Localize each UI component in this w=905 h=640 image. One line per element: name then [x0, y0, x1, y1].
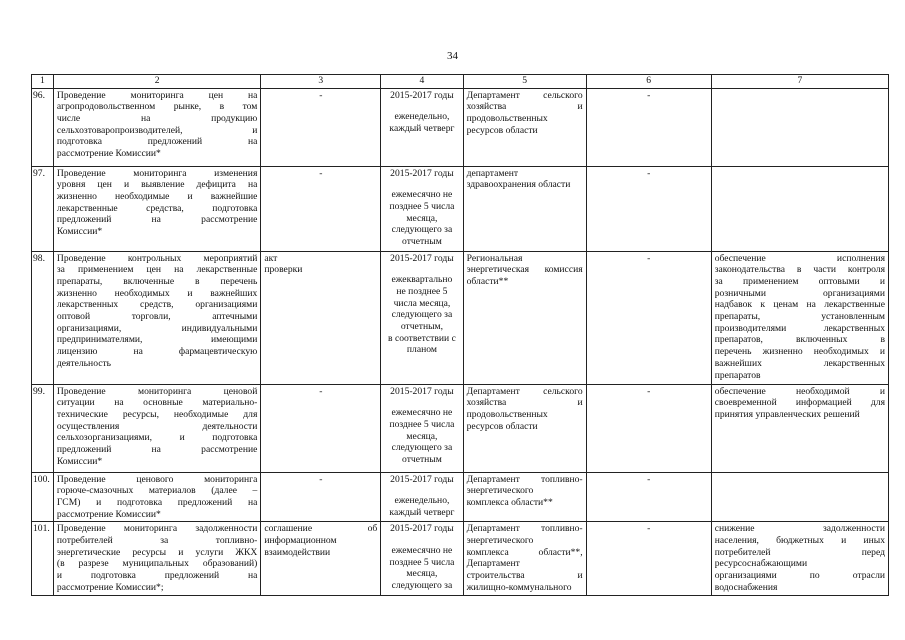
text-line: Региональная [466, 252, 523, 264]
text-line: важнейших лекарственных [714, 357, 885, 369]
text-line: и подготовка предложений на [56, 570, 258, 582]
spacer [384, 264, 459, 274]
text-line: предложений на рассмотрение [56, 444, 258, 456]
text-line: сельхозтоваропроизводителей, и [56, 124, 258, 136]
period-text: 2015-2017 годы [390, 523, 454, 535]
text-line: снижение задолженности [714, 523, 885, 535]
document-form [261, 251, 381, 384]
frequency-text: еженедельно, каждый четверг [389, 495, 455, 518]
text-line: препаратов, включенных в [714, 334, 885, 346]
column-6-cell: - [586, 88, 711, 166]
text-line: за применением цен на лекарственные [56, 264, 258, 276]
expected-result [711, 166, 888, 251]
text-line: Проведение мониторинга изменения [56, 167, 258, 179]
text-line: строительства и [466, 570, 583, 582]
text-line: обеспечение необходимой и [714, 385, 885, 397]
text-line: организациями по отрасли [714, 570, 885, 582]
table-row [32, 88, 889, 166]
frequency-text: ежемесячно не позднее 5 числа месяца, следующего за отчетным [389, 189, 455, 248]
text-line: комплекса области**, [466, 546, 583, 558]
text-line: потребителей перед [714, 546, 885, 558]
row-number: 96. [32, 88, 54, 166]
text-line: потребителей за топливно- [56, 535, 258, 547]
text-line: Департамент топливно- [466, 473, 583, 485]
document-text: акт проверки [264, 252, 303, 276]
text-line: жизненно необходимые и важнейшие [56, 190, 258, 202]
spacer [384, 535, 459, 545]
spacer [384, 179, 459, 189]
text-line: сельхозорганизациями, и подготовка [56, 432, 258, 444]
measure-name [53, 384, 260, 472]
header-cell: 7 [711, 75, 888, 89]
text-line: организациями, индивидуальными [56, 322, 258, 334]
header-cell: 2 [53, 75, 260, 89]
document-text: - [319, 167, 323, 179]
document-text: - [319, 473, 323, 485]
text-line: препаратов [714, 369, 761, 381]
document-form [261, 522, 381, 595]
text-line: подготовка предложений на [56, 136, 258, 148]
text-line: числе на продукцию [56, 112, 258, 124]
table-row [32, 251, 889, 384]
deadline-cell [381, 88, 463, 166]
text-line: хозяйства и [466, 397, 583, 409]
column-6-cell: - [586, 472, 711, 522]
table-header-row [32, 75, 889, 89]
text-line: лекарственных средств, организациями [56, 299, 258, 311]
spacer [384, 485, 459, 495]
text-line: продовольственных [466, 112, 548, 124]
text-line: водоснабжения [714, 581, 778, 593]
header-cell: 3 [261, 75, 381, 89]
frequency-text: ежемесячно не позднее 5 числа месяца, следующего за [389, 545, 455, 592]
text-line: оптовой торговли, аптечными [56, 311, 258, 323]
document-text: - [319, 89, 323, 101]
text-line: Департамент [466, 558, 520, 570]
text-line: обеспечение исполнения [714, 252, 885, 264]
period-text: 2015-2017 годы [390, 385, 454, 397]
text-line: лицензию на фармацевтическую [56, 346, 258, 358]
expected-result [711, 472, 888, 522]
text-line: соглашение об [264, 523, 378, 535]
expected-result [711, 522, 888, 595]
text-line: лекарственные средства, подготовка [56, 202, 258, 214]
spacer [384, 397, 459, 407]
document-text: - [319, 385, 323, 397]
measure-name [53, 472, 260, 522]
frequency-text: ежемесячно не позднее 5 числа месяца, следующего за отчетным [389, 407, 455, 466]
text-line: Проведение ценового мониторинга [56, 473, 258, 485]
row-number: 97. [32, 166, 54, 251]
row-number: 98. [32, 251, 54, 384]
text-line: жилищно-коммунального [466, 581, 572, 593]
text-line: ресурсов области [466, 124, 538, 136]
expected-result [711, 88, 888, 166]
table-body [32, 88, 889, 595]
text-line: Проведение мониторинга ценовой [56, 385, 258, 397]
text-line: здравоохранения области [466, 179, 571, 191]
measure-name [53, 166, 260, 251]
executor-cell [463, 384, 586, 472]
text-line: розничными организациями [714, 287, 885, 299]
header-cell: 6 [586, 75, 711, 89]
text-line: населения, бюджетных и иных [714, 535, 885, 547]
frequency-text: еженедельно, каждый четверг [389, 111, 455, 134]
text-line: ресурсоснабжающими [714, 558, 808, 570]
text-line: производителями лекарственных [714, 322, 885, 334]
executor-cell [463, 166, 586, 251]
spacer [384, 101, 459, 111]
text-line: ситуации на основные материально- [56, 397, 258, 409]
text-line: энергетические ресурсы и услуги ЖКХ [56, 546, 258, 558]
text-line: Департамент сельского [466, 89, 583, 101]
text-line: осуществления деятельности [56, 420, 258, 432]
text-line: продовольственных [466, 408, 548, 420]
column-6-cell: - [586, 166, 711, 251]
text-line: рассмотрение Комиссии* [56, 148, 161, 160]
period-text: 2015-2017 годы [390, 473, 454, 485]
text-line: департамент [466, 167, 519, 179]
page-number: 34 [447, 50, 458, 62]
header-cell: 5 [463, 75, 586, 89]
text-line: рассмотрение Комиссии*; [56, 581, 164, 593]
deadline-cell [381, 384, 463, 472]
text-line: Департамент сельского [466, 385, 583, 397]
frequency-text: ежеквартально не позднее 5 числа месяца, следующего за отчетным, в соответствии с планом [388, 274, 456, 356]
document-form [261, 88, 381, 166]
text-line: надбавок к ценам на лекарственные [714, 299, 885, 311]
text-line: рассмотрение Комиссии* [56, 508, 161, 520]
text-line: энергетического [466, 485, 534, 497]
column-6-cell: - [586, 251, 711, 384]
expected-result [711, 251, 888, 384]
document-form [261, 384, 381, 472]
text-line: Проведение мониторинга цен на [56, 89, 258, 101]
text-line: области** [466, 275, 509, 287]
text-line: комплекса области** [466, 496, 553, 508]
text-line: ресурсов области [466, 420, 538, 432]
executor-cell [463, 522, 586, 595]
period-text: 2015-2017 годы [390, 252, 454, 264]
document-form [261, 166, 381, 251]
text-line: взаимодействии [264, 546, 331, 558]
header-cell: 4 [381, 75, 463, 89]
text-line: жизненно необходимых и важнейших [56, 287, 258, 299]
table-row [32, 384, 889, 472]
text-line: Департамент топливно- [466, 523, 583, 535]
text-line: информационном [264, 535, 337, 547]
text-line: хозяйства и [466, 101, 583, 113]
text-line: принятия управленческих решений [714, 408, 860, 420]
row-number: 99. [32, 384, 54, 472]
text-line: предложений на рассмотрение [56, 214, 258, 226]
text-line: горюче-смазочных материалов (далее – [56, 485, 258, 497]
text-line: ГСМ) и подготовка предложений на [56, 496, 258, 508]
text-line: своевременной информацией для [714, 397, 885, 409]
text-line: законодательства в части контроля [714, 264, 885, 276]
deadline-cell [381, 522, 463, 595]
table-row [32, 472, 889, 522]
measure-name [53, 251, 260, 384]
expected-result [711, 384, 888, 472]
text-line: технические ресурсы, необходимые для [56, 408, 258, 420]
executor-cell [463, 88, 586, 166]
text-line: за применением оптовыми и [714, 275, 885, 287]
deadline-cell [381, 472, 463, 522]
text-line: уровня цен и выявление дефицита на [56, 179, 258, 191]
header-cell: 1 [32, 75, 54, 89]
deadline-cell [381, 166, 463, 251]
executor-cell [463, 251, 586, 384]
text-line: Комиссии* [56, 455, 103, 467]
text-line: агропродовольственном рынке, в том [56, 101, 258, 113]
row-number: 100. [32, 472, 54, 522]
executor-cell [463, 472, 586, 522]
row-number: 101. [32, 522, 54, 595]
text-line: энергетического [466, 535, 534, 547]
text-line: перечень жизненно необходимых и [714, 346, 885, 358]
text-line: препараты, включенные в перечень [56, 275, 258, 287]
document-form [261, 472, 381, 522]
text-line: энергетическая комиссия [466, 264, 583, 276]
period-text: 2015-2017 годы [390, 167, 454, 179]
text-line: препараты, установленным [714, 311, 885, 323]
period-text: 2015-2017 годы [390, 89, 454, 101]
text-line: предпринимателями, имеющими [56, 334, 258, 346]
measure-name [53, 88, 260, 166]
column-6-cell: - [586, 384, 711, 472]
text-line: (в разрезе муниципальных образований) [56, 558, 258, 570]
measure-name [53, 522, 260, 595]
measures-table [31, 74, 889, 596]
text-line: Комиссии* [56, 226, 103, 238]
text-line: Проведение контрольных мероприятий [56, 252, 258, 264]
column-6-cell: - [586, 522, 711, 595]
deadline-cell [381, 251, 463, 384]
table-row [32, 166, 889, 251]
table-row [32, 522, 889, 595]
text-line: Проведение мониторинга задолженности [56, 523, 258, 535]
text-line: деятельность [56, 357, 112, 369]
